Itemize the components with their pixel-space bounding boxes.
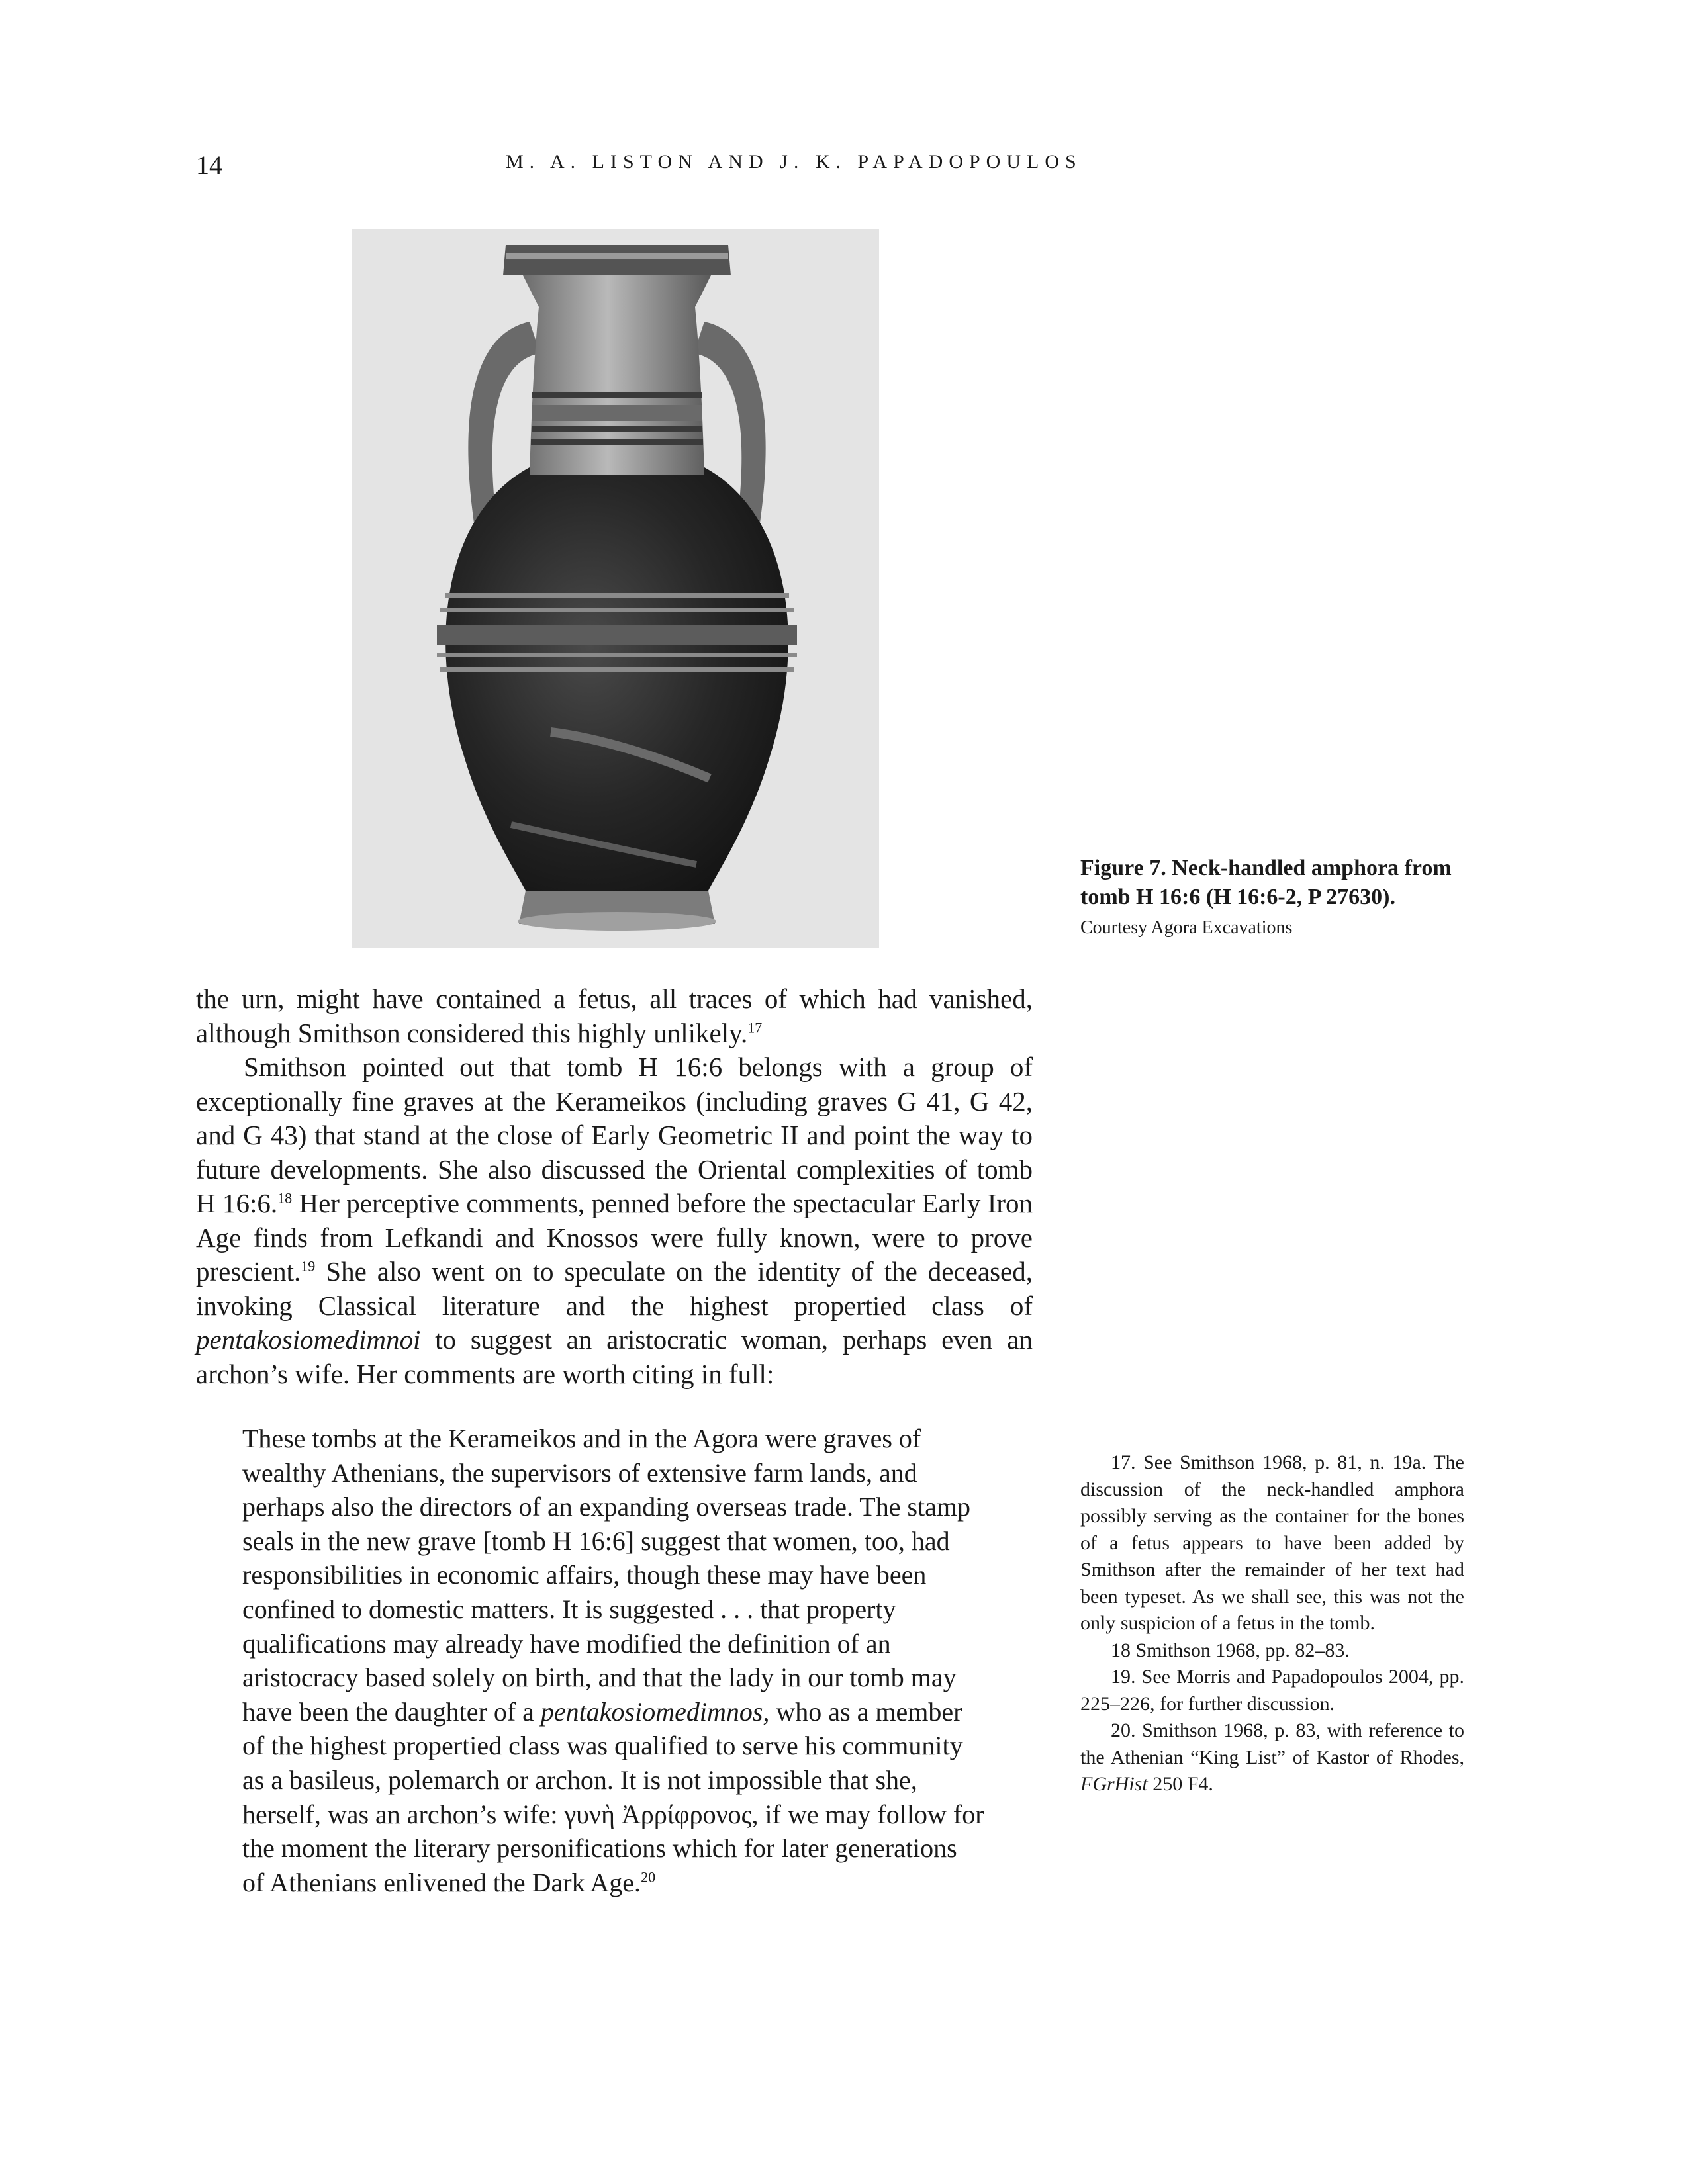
- figure-caption-title: Figure 7. Neck-handled amphora from tomb H 16:6 (H 16:6-2, P 27630).: [1080, 856, 1452, 909]
- figure-photo: [352, 229, 879, 948]
- running-head: M. A. LISTON AND J. K. PAPADOPOULOS: [506, 151, 1082, 173]
- quote-line: of the highest propertied class was qualified to serve his community: [242, 1731, 963, 1761]
- footnote-text: 250 F4.: [1147, 1773, 1213, 1795]
- paragraph-text: She also went on to speculate on the identity of the deceased, invoking Classical literature and the highest propertied class of: [196, 1256, 1033, 1321]
- italic-term: pentakosiomedimnos,: [540, 1696, 770, 1727]
- footnotes: [1080, 1449, 1464, 1798]
- quote-line: the moment the literary personifications which for later generations: [242, 1833, 957, 1864]
- figure-caption: [1080, 854, 1464, 942]
- paragraph-text: Smithson pointed out that tomb H 16:6 belongs with a group of exceptionally fine graves at the Kerameikos (including graves G 41, G 42, and G 43) that stand at the close of Early Geometric II and point the way to future developments. She also discussed the Oriental complexities of tomb H 16:6.: [196, 1052, 1033, 1218]
- footnote-ref: 18: [277, 1189, 293, 1206]
- quote-line: [242, 1866, 1033, 1900]
- quote-text: of Athenians enlivened the Dark Age.: [242, 1867, 641, 1897]
- footnote-19: 19. See Morris and Papadopoulos 2004, pp. 225–226, for further discussion.: [1080, 1666, 1464, 1715]
- body-text: [196, 982, 1033, 1391]
- quote-line: aristocracy based solely on birth, and that the lady in our tomb may: [242, 1662, 957, 1693]
- quote-line: perhaps also the directors of an expanding overseas trade. The stamp: [242, 1492, 970, 1522]
- footnote-text: 20. Smithson 1968, p. 83, with reference to the Athenian “King List” of Kastor of Rhodes,: [1080, 1719, 1464, 1768]
- quote-text: have been the daughter of a: [242, 1696, 541, 1727]
- page-number: 14: [196, 150, 222, 180]
- footnote-ref: 19: [301, 1257, 316, 1275]
- quote-line: as a basileus, polemarch or archon. It is not impossible that she,: [242, 1764, 917, 1795]
- quote-line: wealthy Athenians, the supervisors of extensive farm lands, and: [242, 1457, 917, 1488]
- quote-line: qualifications may already have modified the definition of an: [242, 1628, 891, 1659]
- quote-line: herself, was an archon’s wife: γυνὴ Ἀρρίφρονος, if we may follow for: [242, 1799, 984, 1829]
- paragraph-text: Her perceptive comments, penned before the spectacular Early Iron Age finds from Lefkandi and Knossos were fully known, were to prove prescient.: [196, 1188, 1033, 1287]
- quote-line: seals in the new grave [tomb H 16:6] suggest that women, too, had: [242, 1525, 950, 1556]
- amphora-illustration: [352, 229, 879, 948]
- quote-line: responsibilities in economic affairs, though these may have been: [242, 1560, 927, 1590]
- block-quote: [242, 1422, 1033, 1899]
- footnote-18: 18 Smithson 1968, pp. 82–83.: [1111, 1639, 1350, 1661]
- paragraph: [196, 982, 1033, 1050]
- paragraph-text: the urn, might have contained a fetus, all traces of which had vanished, although Smithson considered this highly unlikely.: [196, 983, 1033, 1048]
- quote-text: who as a member: [769, 1696, 962, 1727]
- italic-term: pentakosiomedimnoi: [196, 1324, 421, 1355]
- footnote-17: 17. See Smithson 1968, p. 81, n. 19a. The discussion of the neck-handled amphora possibly serving as the container for the bones of a fetus appears to have been added by Smithson after the remainder of her text had been typeset. As we shall see, this was not the only suspicion of a fetus in the tomb.: [1080, 1451, 1464, 1634]
- quote-line: [242, 1695, 1033, 1729]
- footnote-ref: 20: [641, 1868, 656, 1886]
- paragraph: [196, 1050, 1033, 1391]
- footnote-20: [1080, 1717, 1464, 1798]
- quote-line: confined to domestic matters. It is suggested . . . that property: [242, 1594, 896, 1624]
- italic-title: FGrHist: [1080, 1773, 1148, 1795]
- paragraph-text: to suggest an aristocratic woman, perhaps even an archon’s wife. Her comments are worth citing in full:: [196, 1324, 1033, 1389]
- figure-caption-credit: Courtesy Agora Excavations: [1080, 917, 1293, 938]
- quote-line: These tombs at the Kerameikos and in the Agora were graves of: [242, 1424, 921, 1453]
- footnote-ref: 17: [747, 1019, 763, 1036]
